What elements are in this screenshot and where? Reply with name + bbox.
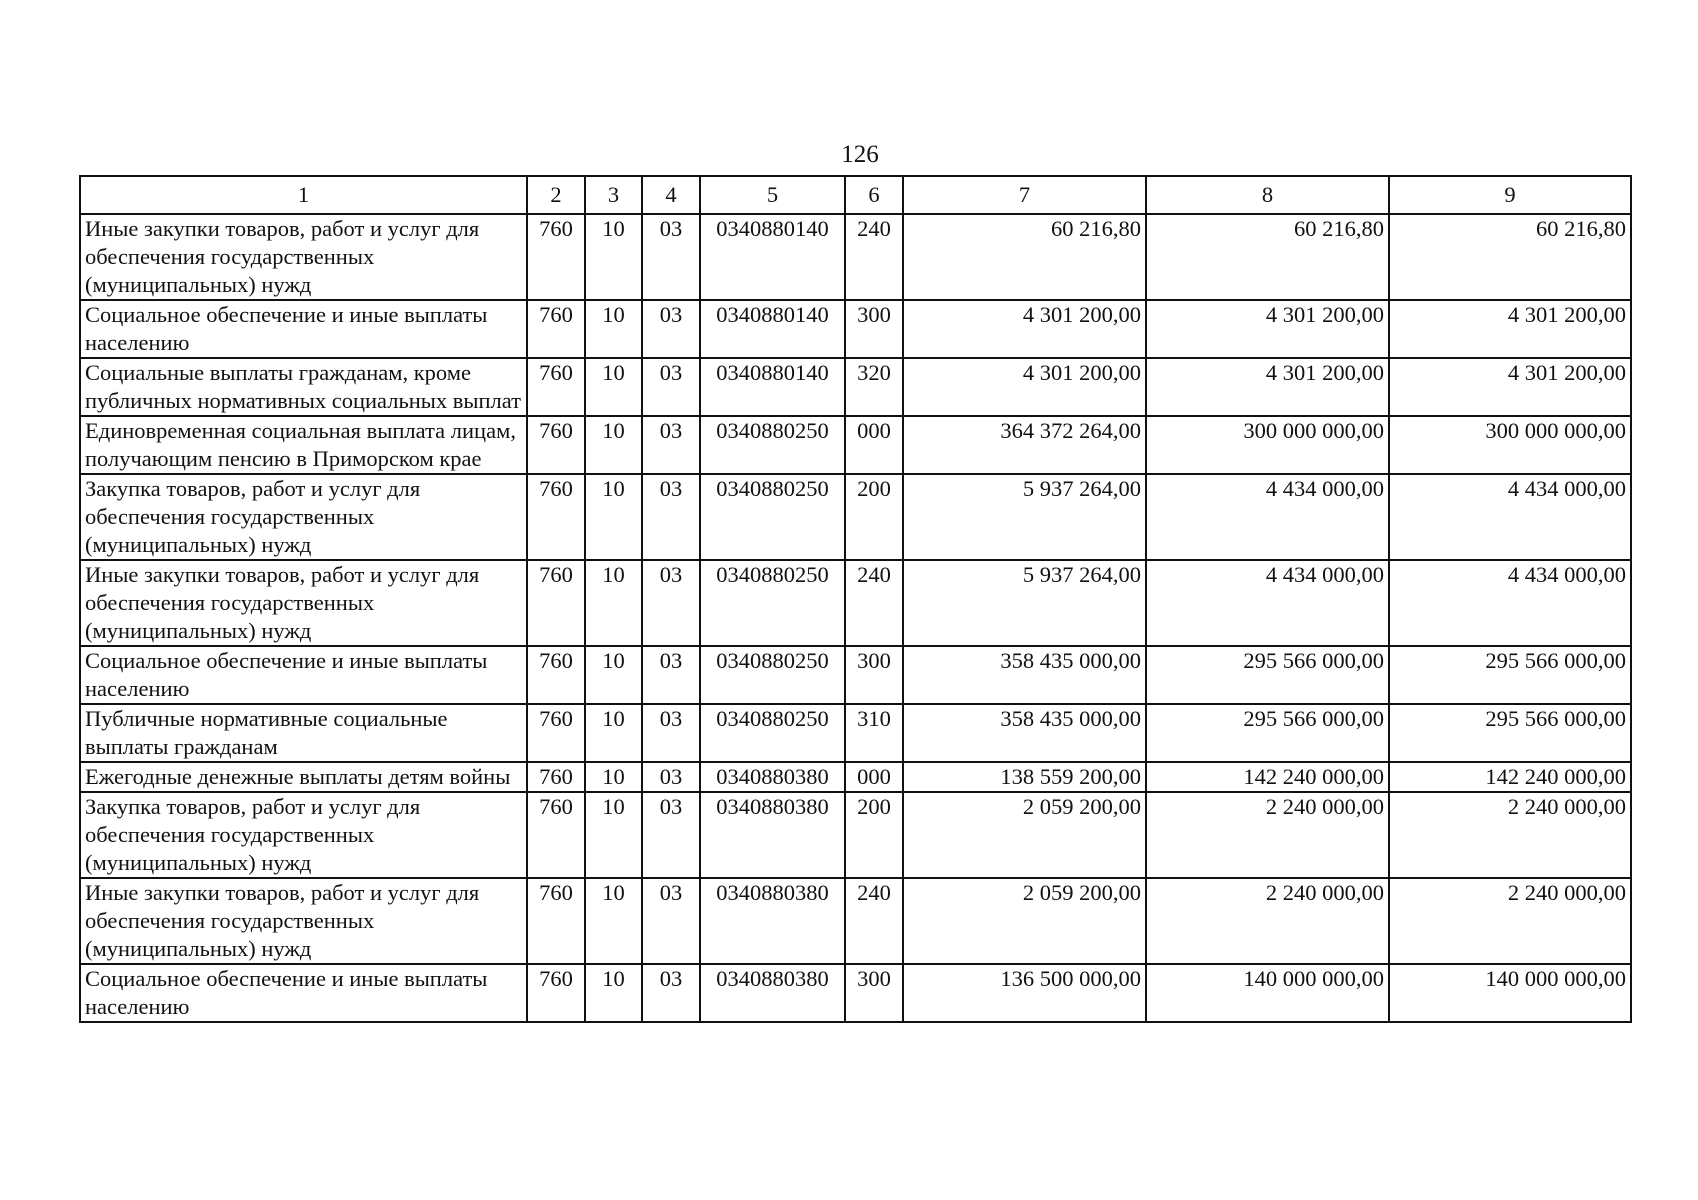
cell-section: 10	[585, 792, 642, 878]
cell-amount-col7: 358 435 000,00	[903, 704, 1146, 762]
cell-admin-code: 760	[527, 704, 585, 762]
cell-name: Социальное обеспечение и иные выплаты населению	[80, 300, 527, 358]
cell-section: 10	[585, 474, 642, 560]
cell-expense-type: 240	[845, 560, 903, 646]
column-header-8: 8	[1146, 176, 1389, 214]
cell-subsection: 03	[642, 646, 700, 704]
cell-name: Иные закупки товаров, работ и услуг для обеспечения государственных (муниципальных) нужд	[80, 560, 527, 646]
cell-amount-col7: 2 059 200,00	[903, 878, 1146, 964]
column-header-1: 1	[80, 176, 527, 214]
cell-amount-col9: 4 434 000,00	[1389, 560, 1631, 646]
cell-section: 10	[585, 762, 642, 792]
cell-name: Иные закупки товаров, работ и услуг для обеспечения государственных (муниципальных) нужд	[80, 878, 527, 964]
cell-amount-col8: 295 566 000,00	[1146, 704, 1389, 762]
table-row	[80, 358, 1631, 416]
cell-amount-col7: 5 937 264,00	[903, 560, 1146, 646]
cell-amount-col8: 4 301 200,00	[1146, 358, 1389, 416]
cell-admin-code: 760	[527, 878, 585, 964]
cell-admin-code: 760	[527, 474, 585, 560]
cell-expense-type: 300	[845, 964, 903, 1022]
cell-amount-col9: 295 566 000,00	[1389, 646, 1631, 704]
cell-expense-type: 000	[845, 416, 903, 474]
cell-subsection: 03	[642, 560, 700, 646]
cell-expense-type: 200	[845, 792, 903, 878]
cell-admin-code: 760	[527, 646, 585, 704]
cell-target-article: 0340880140	[700, 300, 845, 358]
cell-amount-col7: 2 059 200,00	[903, 792, 1146, 878]
cell-section: 10	[585, 358, 642, 416]
cell-admin-code: 760	[527, 560, 585, 646]
cell-amount-col8: 300 000 000,00	[1146, 416, 1389, 474]
table-row	[80, 704, 1631, 762]
cell-amount-col8: 60 216,80	[1146, 214, 1389, 300]
cell-amount-col8: 4 434 000,00	[1146, 474, 1389, 560]
cell-subsection: 03	[642, 300, 700, 358]
cell-amount-col9: 4 434 000,00	[1389, 474, 1631, 560]
cell-amount-col8: 140 000 000,00	[1146, 964, 1389, 1022]
table-row	[80, 762, 1631, 792]
cell-subsection: 03	[642, 878, 700, 964]
cell-target-article: 0340880250	[700, 474, 845, 560]
table-row	[80, 300, 1631, 358]
cell-name: Социальные выплаты гражданам, кроме публичных нормативных социальных выплат	[80, 358, 527, 416]
cell-expense-type: 240	[845, 214, 903, 300]
cell-amount-col7: 364 372 264,00	[903, 416, 1146, 474]
cell-target-article: 0340880250	[700, 560, 845, 646]
cell-amount-col9: 295 566 000,00	[1389, 704, 1631, 762]
cell-amount-col9: 2 240 000,00	[1389, 878, 1631, 964]
cell-expense-type: 200	[845, 474, 903, 560]
table-row	[80, 964, 1631, 1022]
cell-section: 10	[585, 964, 642, 1022]
table-row	[80, 214, 1631, 300]
cell-admin-code: 760	[527, 964, 585, 1022]
cell-amount-col7: 4 301 200,00	[903, 300, 1146, 358]
cell-amount-col7: 4 301 200,00	[903, 358, 1146, 416]
table-row	[80, 792, 1631, 878]
table-row	[80, 646, 1631, 704]
cell-expense-type: 310	[845, 704, 903, 762]
table-row	[80, 416, 1631, 474]
cell-amount-col9: 2 240 000,00	[1389, 792, 1631, 878]
cell-admin-code: 760	[527, 762, 585, 792]
cell-section: 10	[585, 704, 642, 762]
column-header-4: 4	[642, 176, 700, 214]
cell-section: 10	[585, 300, 642, 358]
cell-target-article: 0340880140	[700, 214, 845, 300]
cell-target-article: 0340880380	[700, 964, 845, 1022]
cell-admin-code: 760	[527, 416, 585, 474]
cell-amount-col9: 4 301 200,00	[1389, 300, 1631, 358]
cell-amount-col8: 142 240 000,00	[1146, 762, 1389, 792]
cell-target-article: 0340880380	[700, 878, 845, 964]
column-header-5: 5	[700, 176, 845, 214]
cell-amount-col9: 4 301 200,00	[1389, 358, 1631, 416]
cell-amount-col7: 136 500 000,00	[903, 964, 1146, 1022]
cell-admin-code: 760	[527, 214, 585, 300]
cell-admin-code: 760	[527, 358, 585, 416]
cell-subsection: 03	[642, 214, 700, 300]
cell-expense-type: 300	[845, 646, 903, 704]
header-row	[80, 176, 1631, 214]
cell-section: 10	[585, 878, 642, 964]
page-number: 126	[841, 141, 879, 168]
cell-target-article: 0340880380	[700, 792, 845, 878]
cell-target-article: 0340880250	[700, 704, 845, 762]
cell-amount-col8: 4 301 200,00	[1146, 300, 1389, 358]
cell-name: Социальное обеспечение и иные выплаты населению	[80, 646, 527, 704]
column-header-9: 9	[1389, 176, 1631, 214]
cell-amount-col8: 2 240 000,00	[1146, 792, 1389, 878]
cell-name: Единовременная социальная выплата лицам, получающим пенсию в Приморском крае	[80, 416, 527, 474]
cell-section: 10	[585, 214, 642, 300]
cell-subsection: 03	[642, 704, 700, 762]
cell-expense-type: 300	[845, 300, 903, 358]
cell-subsection: 03	[642, 762, 700, 792]
cell-name: Публичные нормативные социальные выплаты гражданам	[80, 704, 527, 762]
cell-expense-type: 000	[845, 762, 903, 792]
cell-subsection: 03	[642, 358, 700, 416]
cell-amount-col9: 60 216,80	[1389, 214, 1631, 300]
table-row	[80, 878, 1631, 964]
cell-admin-code: 760	[527, 300, 585, 358]
cell-amount-col7: 358 435 000,00	[903, 646, 1146, 704]
cell-amount-col9: 140 000 000,00	[1389, 964, 1631, 1022]
cell-name: Закупка товаров, работ и услуг для обеспечения государственных (муниципальных) нужд	[80, 474, 527, 560]
cell-section: 10	[585, 560, 642, 646]
cell-target-article: 0340880140	[700, 358, 845, 416]
cell-subsection: 03	[642, 792, 700, 878]
cell-subsection: 03	[642, 474, 700, 560]
column-header-7: 7	[903, 176, 1146, 214]
cell-target-article: 0340880250	[700, 416, 845, 474]
cell-amount-col9: 300 000 000,00	[1389, 416, 1631, 474]
cell-name: Социальное обеспечение и иные выплаты населению	[80, 964, 527, 1022]
cell-amount-col9: 142 240 000,00	[1389, 762, 1631, 792]
cell-target-article: 0340880380	[700, 762, 845, 792]
cell-name: Иные закупки товаров, работ и услуг для обеспечения государственных (муниципальных) нужд	[80, 214, 527, 300]
cell-admin-code: 760	[527, 792, 585, 878]
cell-amount-col7: 5 937 264,00	[903, 474, 1146, 560]
cell-amount-col8: 4 434 000,00	[1146, 560, 1389, 646]
column-header-3: 3	[585, 176, 642, 214]
table-row	[80, 560, 1631, 646]
cell-target-article: 0340880250	[700, 646, 845, 704]
cell-name: Закупка товаров, работ и услуг для обеспечения государственных (муниципальных) нужд	[80, 792, 527, 878]
cell-amount-col8: 295 566 000,00	[1146, 646, 1389, 704]
budget-table	[79, 175, 1632, 1023]
column-header-6: 6	[845, 176, 903, 214]
cell-subsection: 03	[642, 964, 700, 1022]
column-header-2: 2	[527, 176, 585, 214]
cell-section: 10	[585, 416, 642, 474]
cell-amount-col8: 2 240 000,00	[1146, 878, 1389, 964]
cell-section: 10	[585, 646, 642, 704]
cell-amount-col7: 60 216,80	[903, 214, 1146, 300]
cell-expense-type: 240	[845, 878, 903, 964]
table-body	[80, 214, 1631, 1022]
cell-subsection: 03	[642, 416, 700, 474]
table-row	[80, 474, 1631, 560]
cell-expense-type: 320	[845, 358, 903, 416]
cell-amount-col7: 138 559 200,00	[903, 762, 1146, 792]
cell-name: Ежегодные денежные выплаты детям войны	[80, 762, 527, 792]
